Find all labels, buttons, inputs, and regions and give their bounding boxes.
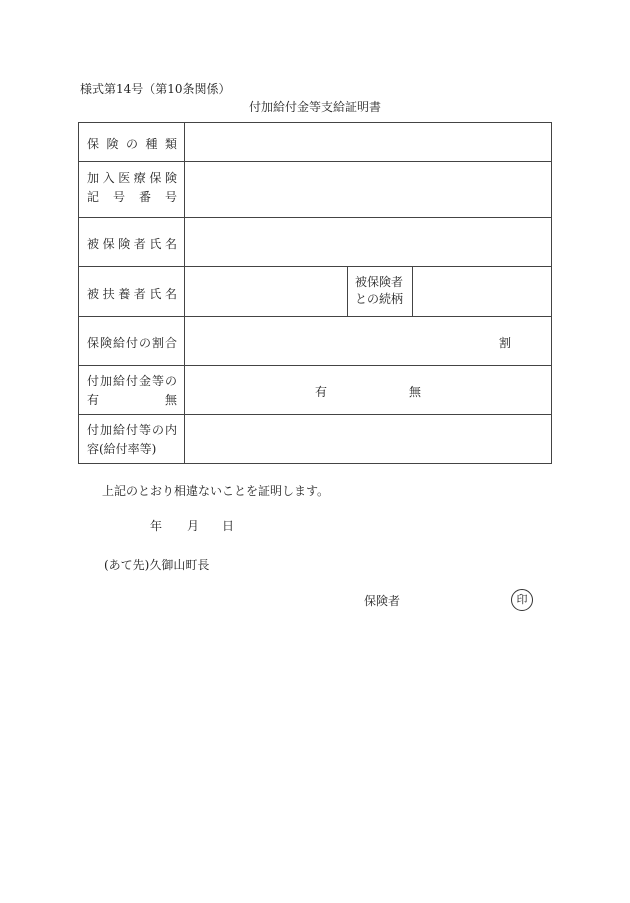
certificate-table — [78, 122, 552, 464]
additional-benefit-label: 付加給付金等の 有 無 — [87, 374, 177, 407]
date-month-label: 月 — [187, 519, 200, 533]
form-number: 様式第14号（第10条関係） — [80, 82, 231, 96]
column-divider — [184, 123, 185, 463]
row-divider — [79, 365, 551, 366]
benefit-details-label: 付加給付等の内 容(給付率等) — [87, 423, 177, 456]
document-title: 付加給付金等支給証明書 — [248, 100, 381, 114]
insurer-label: 保険者 — [364, 594, 401, 608]
date-year-label: 年 — [150, 519, 163, 533]
column-divider — [347, 266, 348, 316]
addressee: (あて先)久御山町長 — [104, 558, 210, 572]
option-yes[interactable]: 有 — [315, 385, 328, 399]
row-divider — [79, 217, 551, 218]
seal-mark-icon: 印 — [511, 589, 533, 611]
benefit-ratio-label: 保険給付の割合 — [87, 336, 177, 350]
relationship-label: 被保険者 との続柄 — [355, 275, 404, 306]
row-divider — [79, 316, 551, 317]
column-divider — [412, 266, 413, 316]
row-divider — [79, 161, 551, 162]
insurance-type-label: 保 険 の 種 類 — [87, 137, 177, 151]
insurance-number-label: 加入医療保険 記 号 番 号 — [87, 171, 177, 204]
row-divider — [79, 266, 551, 267]
benefit-ratio-unit: 割 — [499, 336, 512, 350]
insured-name-label: 被保険者氏名 — [87, 237, 177, 251]
row-divider — [79, 414, 551, 415]
certification-statement: 上記のとおり相違ないことを証明します。 — [102, 484, 330, 498]
option-no[interactable]: 無 — [409, 385, 422, 399]
date-day-label: 日 — [222, 519, 235, 533]
dependent-name-label: 被扶養者氏名 — [87, 287, 177, 301]
